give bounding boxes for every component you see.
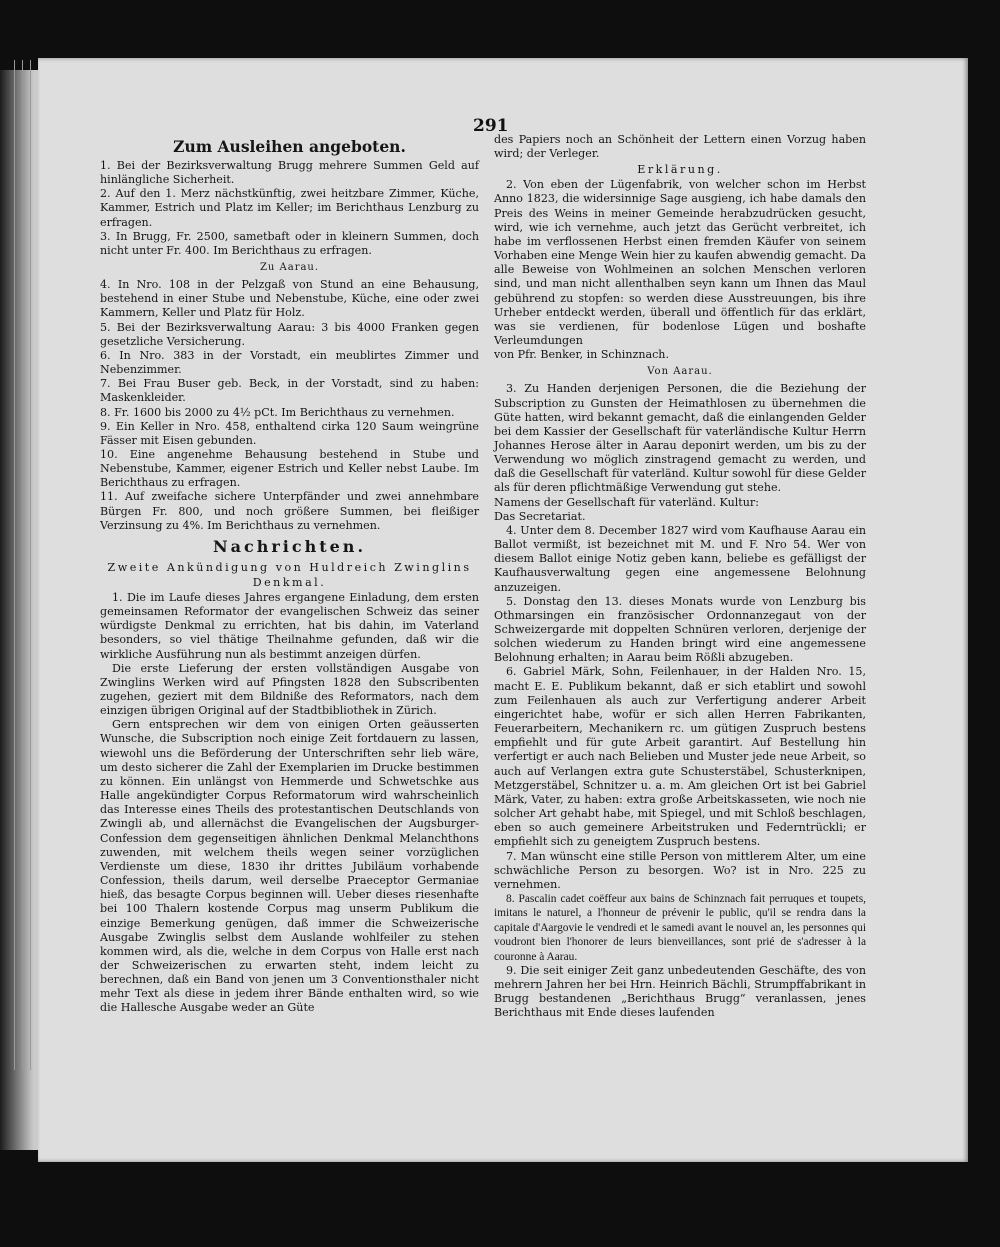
list-item: 11. Auf zweifache sichere Unterpfänder und zwei annehmbare Bürgen Fr. 800, und noch größere Summen, bei fleißiger Verzinsung zu 4%. Im Berichthaus zu vernehmen. xyxy=(100,490,479,532)
list-item: 3. In Brugg, Fr. 2500, sametbaft oder in kleinern Summen, doch nicht unter Fr. 400. Im Berichthaus zu erfragen. xyxy=(100,229,479,257)
page-edge-line xyxy=(22,60,23,1070)
list-item: 3. Zu Handen derjenigen Personen, die die Beziehung der Subscription zu Gunsten der Heimathlosen zu übernehmen die Güte hatten, wird bekannt gemacht, daß die einlangenden Gelder bei dem Kassier der Gesellschaft für vaterländische Kultur Herrn Johannes Herose älter in Aarau deponirt werden, um bis zu der Verwendung wo möglich zinstragend gemacht zu werden, und daß die Gesellschaft für vaterländ. Kultur sowohl für diese Gelder als für deren pflichtmäßige Verwendung gut stehe. xyxy=(494,382,866,495)
subheading-zu-aarau: Zu Aarau. xyxy=(259,262,320,274)
left-column xyxy=(100,133,479,1016)
paragraph: Gern entsprechen wir dem von einigen Orten geäusserten Wunsche, die Subscription noch einige Zeit fortdauern zu lassen, wiewohl uns die Beförderung der Unterschriften sehr lieb wäre, um desto sicherer die Zahl der Exemplarien im Drucke bestimmen zu können. Ein unlängst von Hemmerde und Schwetschke aus Halle angekündigter Corpus Reformatorum wird wahrscheinlich das Interesse eines Theils des protestantischen Deutschlands von Zwingli ab, und allernächst die Evangelischen der Augsburger-Confession dem gegenseitigen ähnlichen Denkmal Melanchthons zuwenden, mit welchem theils wegen seiner vorzüglichen Verdienste um diese, 1830 ihr drittes Jubiläum vorhabende Confession, theils darum, weil derselbe Praeceptor Germaniae hieß, das besagte Corpus beginnen will. Ueber dieses riesenhafte bei 100 Thalern kostende Corpus mag unserm Publikum die einzige Bemerkung genügen, daß immer die Schweizerische Ausgabe Zwinglis selbst dem Auslande wohlfeiler zu stehen kommen wird, als die, welche in dem Corpus von Halle erst nach der Schweizerischen zu erwarten steht, indem leicht zu berechnen, daß ein Band von jenen um 3 Conventionsthaler nicht mehr Text als diese in jedem ihrer Bände enthalten wird, so wie die Hallesche Ausgabe weder an Güte xyxy=(100,718,479,1015)
page-number: 291 xyxy=(473,116,509,136)
heading-zwingli: Zweite Ankündigung von Huldreich Zwinglins Denkmal. xyxy=(107,560,472,589)
paragraph: 2. Von eben der Lügenfabrik, von welcher schon im Herbst Anno 1823, die widersinnige Sage ausgieng, ich habe damals den Preis des Weins in meiner Gemeinde herabzudrücken gesucht, wird, wie ich vernehme, auch jetzt das Gerücht verbreitet, ich habe im verflossenen Herbst einen fremden Käufer von seinem Vorhaben eine Menge Wein hier zu kaufen abwendig gemacht. Da alle Beweise von Wohlmeinen an solchen Menschen verloren sind, und man nicht allenthalben seyn kann um Ihnen das Maul gebührend zu stopfen: so werden diese Ausstreuungen, bis ihre Urheber entdeckt werden, überall und öffentlich für das erklärt, was sie verdienen, für bodenlose Lügen und boshafte Verleumdungen xyxy=(494,178,866,348)
heading-nachrichten: Nachrichten. xyxy=(212,536,367,556)
list-item: 8. Fr. 1600 bis 2000 zu 4½ pCt. Im Berichthaus zu vernehmen. xyxy=(100,405,455,419)
list-item: 9. Ein Keller in Nro. 458, enthaltend cirka 120 Saum weingrüne Fässer mit Eisen gebunden. xyxy=(100,419,479,447)
list-item: 5. Bei der Bezirksverwaltung Aarau: 3 bis 4000 Franken gegen gesetzliche Versicherung. xyxy=(100,320,479,348)
page-edge-line xyxy=(30,60,31,1070)
list-item: 8. Pascalin cadet coëffeur aux bains de Schinznach fait perruques et toupets, imitans le naturel, a l'honneur de prévenir le public, qu'il se rendra dans la capitale d'Aargovie le vendredi et le samedi avant le nouvel an, les personnes qui voudront bien l'honorer de leurs bienveillances, sont prié de s'adresser à la couronne à Aarau. xyxy=(494,892,866,963)
list-item: 7. Bei Frau Buser geb. Beck, in der Vorstadt, sind zu haben: Maskenkleider. xyxy=(100,377,479,405)
list-item: 7. Man wünscht eine stille Person von mittlerem Alter, um eine schwächliche Person zu besorgen. Wo? ist in Nro. 225 zu vernehmen. xyxy=(494,849,866,891)
list-item: 6. Gabriel Märk, Sohn, Feilenhauer, in der Halden Nro. 15, macht E. E. Publikum bekannt, daß er sich etablirt und sowohl zum Feilenhauen als auch zur Verfertigung anderer Arbeit eingerichtet habe, wofür er sich allen Herren Fabrikanten, Feuerarbeitern, Mechanikern rc. um gütigen Zuspruch bestens empfiehlt und für gute Arbeit garantirt. Auf Bestellung hin verfertigt er auch nach Belieben und Muster jede neue Arbeit, so auch auf Verlangen extra gute Schusterstäbel, Schusterknipen, Metzgerstäbel, Schnitzer u. a. m. Am gleichen Ort ist bei Gabriel Märk, Vater, zu haben: extra große Arbeitskasseten, wie noch nie solcher Art gehabt habe, mit Spiegel, und mit Schloß beschlagen, eben so auch gemeinere Arbeitstruken und Federntrückli; er empfiehlt sich zu geneigtem Zuspruch bestens. xyxy=(494,665,866,849)
signature: Namens der Gesellschaft für vaterländ. Kultur: xyxy=(494,495,759,509)
list-item: 4. In Nro. 108 in der Pelzgaß von Stund an eine Behausung, bestehend in einer Stube und Nebenstube, Küche, eine oder zwei Kammern, Keller und Platz für Holz. xyxy=(100,278,479,320)
list-item: 2. Auf den 1. Merz nächstkünftig, zwei heitzbare Zimmer, Küche, Kammer, Estrich und Platz im Keller; im Berichthaus Lenzburg zu erfragen. xyxy=(100,187,479,229)
list-item: 4. Unter dem 8. December 1827 wird vom Kaufhause Aarau ein Ballot vermißt, ist bezeichnet mit M. und F. Nro 54. Wer von diesem Ballot einige Notiz geben kann, beliebe es gefälligst der Kaufhausverwaltung gegen eine angemessene Belohnung anzuzeigen. xyxy=(494,523,866,594)
list-item: 6. In Nro. 383 in der Vorstadt, ein meublirtes Zimmer und Nebenzimmer. xyxy=(100,348,479,377)
list-item: 10. Eine angenehme Behausung bestehend in Stube und Nebenstube, Kammer, eigener Estrich und Keller nebst Laube. Im Berichthaus zu erfragen. xyxy=(100,447,479,490)
page-edge-line xyxy=(14,60,15,1070)
heading-erklaerung: Erklärung. xyxy=(637,163,723,177)
paragraph: Die erste Lieferung der ersten vollständigen Ausgabe von Zwinglins Werken wird auf Pfingsten 1828 den Subscribenten zugehen, geziert mit dem Bildniße des Reformators, nach dem einzigen übrigen Original auf der Stadtbibliothek in Zürich. xyxy=(100,661,479,718)
paragraph: des Papiers noch an Schönheit der Lettern einen Vorzug haben wird; der Verleger. xyxy=(494,133,866,161)
paragraph: 1. Die im Laufe dieses Jahres ergangene Einladung, dem ersten gemeinsamen Reformator der evangelischen Schweiz das seiner würdigste Denkmal zu errichten, hat bis dahin, im Vaterland besonders, so viel thätige Theilnahme gefunden, daß wir die wirkliche Ausführung nun als bestimmt anzeigen dürfen. xyxy=(100,590,479,661)
right-column xyxy=(494,133,866,1021)
subheading-von-aarau: Von Aarau. xyxy=(647,366,713,378)
signature: von Pfr. Benker, in Schinznach. xyxy=(494,348,669,362)
heading-zum-ausleihen: Zum Ausleihen angeboten. xyxy=(173,137,406,156)
signature: Das Secretariat. xyxy=(494,509,586,523)
list-item: 1. Bei der Bezirksverwaltung Brugg mehrere Summen Geld auf hinlängliche Sicherheit. xyxy=(100,159,479,187)
list-item: 5. Donstag den 13. dieses Monats wurde von Lenzburg bis Othmarsingen ein französischer Ordonnanzegaut von der Schweizergarde mit doppelten Schnüren verloren, derjenige der solchen wiederum zu Handen bringt wird eine angemessene Belohnung erhalten; in Aarau beim Rößli abzugeben. xyxy=(494,594,866,665)
list-item: 9. Die seit einiger Zeit ganz unbedeutenden Geschäfte, des von mehrern Jahren her bei Hrn. Heinrich Bächli, Strumpffabrikant in Brugg bestandenen „Berichthaus Brugg“ veranlassen, jenes Berichthaus mit Ende dieses laufenden xyxy=(494,964,866,1020)
